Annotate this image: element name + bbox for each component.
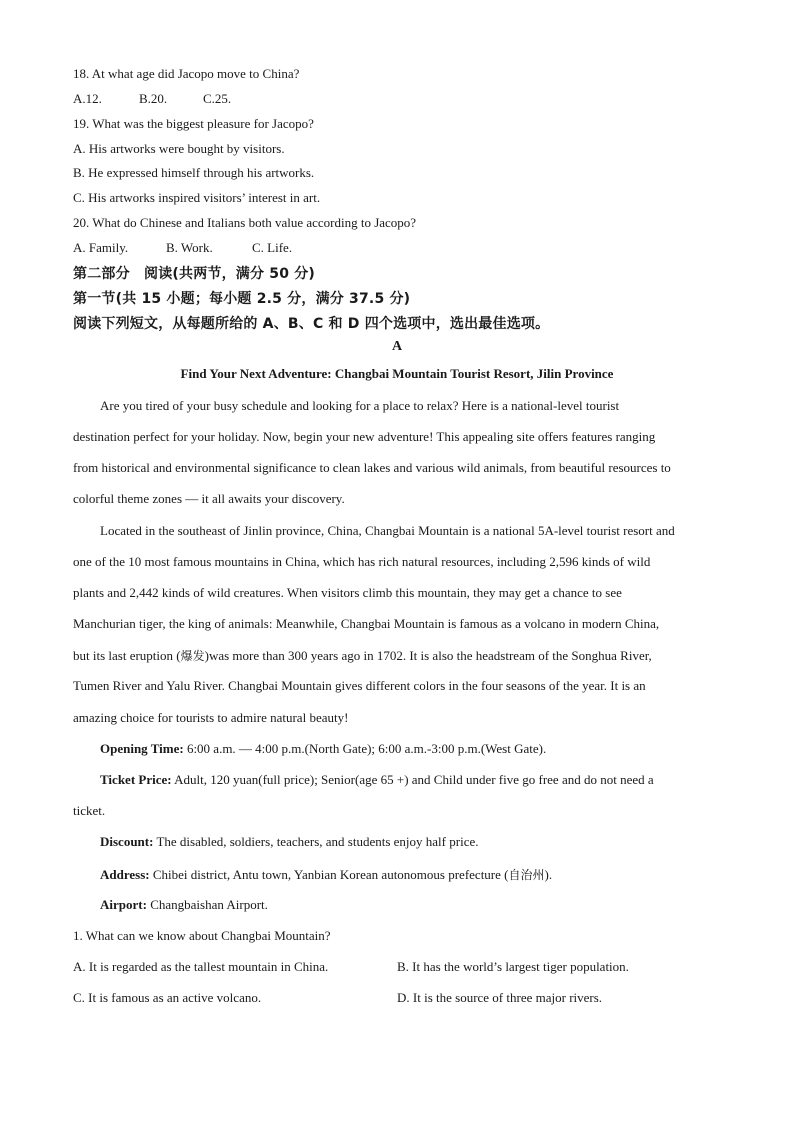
option-a: A. Family. [73,240,129,255]
question-19-option-a: A. His artworks were bought by visitors. [73,141,285,156]
ticket-price-continued: ticket. [73,803,106,818]
question-1-option-c: C. It is famous as an active volcano. [73,990,262,1005]
text-segment: )was more than 300 years ago in 1702. It is also the headstream of the Songhua River, [204,648,652,663]
paragraph-2-line: plants and 2,442 kinds of wild creatures. When visitors climb this mountain, they may get a chance to see [73,585,622,600]
address-label: Address: [100,867,150,882]
opening-time-label: Opening Time: [100,741,184,756]
question-1-option-b: B. It has the world’s largest tiger population. [397,959,629,974]
airport-value: Changbaishan Airport. [146,897,268,912]
paragraph-2-line [73,647,652,664]
option-b: B.20. [139,91,168,106]
opening-time-value: 6:00 a.m. — 4:00 p.m.(North Gate); 6:00 a.m.-3:00 p.m.(West Gate). [183,741,547,756]
paragraph-2-line: Manchurian tiger, the king of animals: Meanwhile, Changbai Mountain is famous as a volcano in modern China, [73,616,660,631]
paragraph-1-line: colorful theme zones — it all awaits your discovery. [73,491,345,506]
question-19-option-b: B. He expressed himself through his artworks. [73,165,315,180]
question-18-options [73,91,231,107]
question-19-stem: 19. What was the biggest pleasure for Jacopo? [73,116,314,131]
chinese-gloss: 自治州 [508,868,545,882]
option-a: A.12. [73,91,102,106]
question-18-stem: 18. At what age did Jacopo move to China? [73,66,300,81]
section-subtitle: 第一节(共 15 小题；每小题 2.5 分，满分 37.5 分) [73,291,411,307]
part-title: 第二部分 阅读(共两节，满分 50 分) [73,266,316,282]
paragraph-1-line: from historical and environmental significance to clean lakes and various wild animals, from beautiful resources to [73,460,671,475]
section-instruction: 阅读下列短文，从每题所给的 A、B、C 和 D 四个选项中，选出最佳选项。 [73,316,550,332]
ticket-price [100,772,654,788]
discount-label: Discount: [100,834,154,849]
ticket-price-label: Ticket Price: [100,772,172,787]
discount-value: The disabled, soldiers, teachers, and students enjoy half price. [153,834,479,849]
chinese-gloss: 爆发 [180,649,205,663]
airport [100,897,268,913]
opening-time [100,741,546,757]
passage-letter: A [391,339,403,354]
option-c: C.25. [203,91,232,106]
question-1-option-a: A. It is regarded as the tallest mountain in China. [73,959,329,974]
discount [100,834,478,850]
paragraph-1-line: Are you tired of your busy schedule and looking for a place to relax? Here is a national-level tourist [100,398,620,413]
question-20-options [73,240,292,256]
option-b: B. Work. [166,240,213,255]
airport-label: Airport: [100,897,147,912]
address [100,866,552,883]
paragraph-1-line: destination perfect for your holiday. Now, begin your new adventure! This appealing site offers features ranging [73,429,656,444]
ticket-price-value: Adult, 120 yuan(full price); Senior(age 65 +) and Child under five go free and do not need a [171,772,654,787]
question-20-stem: 20. What do Chinese and Italians both value according to Jacopo? [73,215,417,230]
address-end: ). [544,867,553,882]
address-value: Chibei district, Antu town, Yanbian Korean autonomous prefecture ( [149,867,509,882]
paragraph-2-line: amazing choice for tourists to admire natural beauty! [73,710,349,725]
passage-title: Find Your Next Adventure: Changbai Mountain Tourist Resort, Jilin Province [180,366,614,381]
text-segment: but its last eruption ( [73,648,181,663]
option-c: C. Life. [252,240,293,255]
question-19-option-c: C. His artworks inspired visitors’ interest in art. [73,190,321,205]
paragraph-2-line: Tumen River and Yalu River. Changbai Mountain gives different colors in the four seasons of the year. It is an [73,678,646,693]
question-1-option-d: D. It is the source of three major rivers. [397,990,603,1005]
question-1-stem: 1. What can we know about Changbai Mountain? [73,928,331,943]
paragraph-2-line: one of the 10 most famous mountains in China, which has rich natural resources, including 2,596 kinds of wild [73,554,651,569]
paragraph-2-line: Located in the southeast of Jinlin province, China, Changbai Mountain is a national 5A-level tourist resort and [100,523,675,538]
